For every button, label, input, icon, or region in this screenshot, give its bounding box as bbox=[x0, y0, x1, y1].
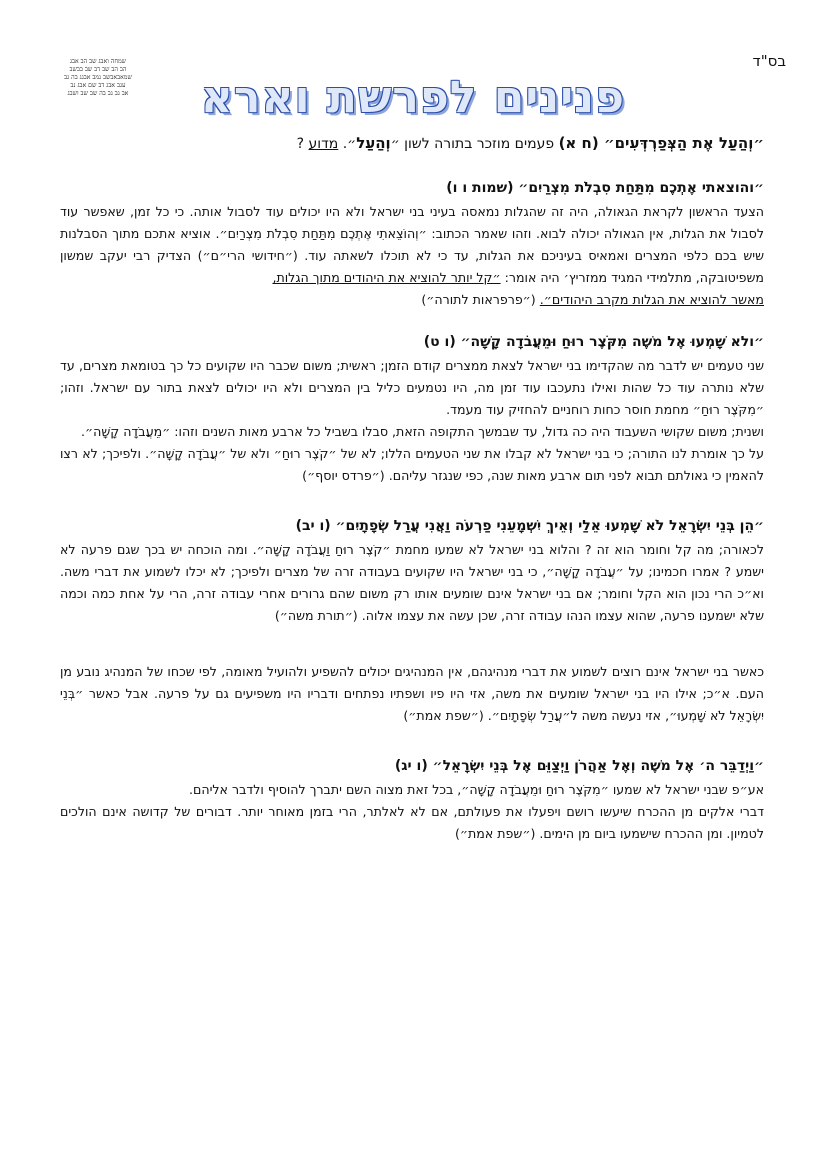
seal-line: אב גב גב בה שב שב ושבג bbox=[67, 90, 129, 97]
bsd-header: בס"ד bbox=[752, 52, 786, 70]
section-heading: ״הֵן בְּנֵי יִשְׂרָאֵל לֹא שָׁמְעוּ אֵלַי וְאֵיךְ יִשְׁמָעֵנִי פַרְעֹה וַאֲנִי עֲרַל שְׂפָתָיִם״ (ו יב) bbox=[295, 518, 764, 534]
section-paragraph: לכאורה; מה קל וחומר הוא זה ? והלוא בני ישראל לא שמעו מחמת ״קֹצֶר רוּחַ וַעֲבֹדָה קָשָׁה״. ומה הוכחה יש בכך שגם פרעה לא ישמע ? אמרו חכמינו; על ״עֲבֹדָה קָשָׁה״, כי בני ישראל היו שקועים בעבודה זרה של מצרים ולפיכך; לא יכלו לשמוע את דברי משה. וא״כ הרי נכון הוא הקל וחומר; אם בני ישראל אינם שומעים אותו רק משום שהם גרורים אחרי עבודה זרה, הרי על אחת כמה וכמה שלא ישמענו פרעה, שהוא עצמו הנהו עבודה זרה, שכן עשה את עצמו אלוה. (״תורת משה״) bbox=[60, 542, 764, 623]
document-body bbox=[60, 132, 764, 855]
intro-text-2: ״. bbox=[338, 136, 357, 152]
section-paragraph bbox=[60, 289, 764, 311]
seal-line: שמאבאבשב נמב אבגג בה גב bbox=[64, 74, 132, 81]
section-paragraph: על כך אומרת לנו התורה; כי בני ישראל לא קבלו את שני הטעמים הללו; לא של ״קֹצֶר רוּחַ״ ולא של ״עֲבֹדָה קָשָׁה״. ולפיכך; לא רצו להאמין כי גאולתם תבוא לפני תום ארבע מאות שנה, כפי שנגזר עליהם. (״פרדס יוסף״) bbox=[60, 446, 764, 483]
section-paragraph bbox=[60, 201, 764, 289]
intro-word: וְהַעַל bbox=[356, 134, 391, 152]
section-paragraph: כאשר בני ישראל אינם רוצים לשמוע את דברי מנהיגהם, אין המנהיגים יכולים להשפיע ולהועיל מאומה, לפי שכחו של המנהיג נובע מן העם. א״כ; אילו היו בני ישראל שומעים את משה, אזי היו פיו ושפתיו נפתחים ודבריו היו משפיעים גם על פרעה. אבל כאשר ״בְּנֵי יִשְׂרָאֵל לֹא שָׁמְעוּ״, אזי נעשה משה ל״עֲרַל שְׂפָתָיִם״. (״שפת אמת״) bbox=[60, 664, 764, 723]
section-4 bbox=[60, 755, 764, 845]
section-3 bbox=[60, 515, 764, 727]
source-citation: (״פרפראות לתורה״) bbox=[421, 292, 540, 307]
section-paragraph: ושנית; משום שקושי השעבוד היה כה גדול, עד שבמשך התקופה הזאת, סבלו בשביל כל ארבע מאות השנים וזהו: ״מֵעֲבֹדָה קָשָׁה״. bbox=[81, 424, 764, 439]
intro-qmark: ? bbox=[296, 136, 309, 152]
paragraph-text: הצעד הראשון לקראת הגאולה, היה זה שהגלות נמאסה בעיני בני ישראל ולא היו יכולים עוד לסבול אותה. כי כל זמן, שאפשר עוד לסבול את הגלות, אין הגאולה יכולה לבוא. וזהו שאמר הכתוב: ״וְהוֹצֵאתִי אֶתְכֶם מִתַּחַת סִבְלֹת מִצְרַיִם״. אוציא אתכם מתוך הסבלנות שיש בכם כלפי המצרים ואמאיס בעיניכם את הגלות, עד כי לא תוכלו לשאתה עוד. (״חידושי הרי״ם״) הצדיק רבי יעקב שמשון משפיטובקה, מתלמידי המגיד ממזריץ׳ היה אומר: bbox=[60, 204, 764, 285]
intro-quote: ״וְהַעַל אֶת הַצְּפַרְדְּעִים״ (ח א) bbox=[558, 134, 764, 152]
section-paragraph: שני טעמים יש לדבר מה שהקדימו בני ישראל לצאת ממצרים קודם הזמן; ראשית; משום שכבר היו שקועים כל כך בטומאת מצרים, עד שלא נותרה עוד כל שהות ואילו נתעכבו עוד זמן מה, היו נטמעים כליל בין המצרים ולא היו יכולים לצאת בתור עם ישראל. וזהו; ״מִקֹּצֶר רוּחַ״ מחמת חוסר כחות רוחניים להחזיק עוד מעמד. bbox=[60, 358, 764, 417]
intro-text: פעמים מוזכר בתורה לשון ״ bbox=[390, 136, 559, 152]
section-1 bbox=[60, 177, 764, 311]
page-title: פנינים לפרשת וארא bbox=[200, 72, 626, 123]
section-paragraph: דברי אלקים מן ההכרח שיעשו רושם ויפעלו את פעולתם, אם לא לאלתר, הרי בזמן מאוחר יותר. דבורים של קדושה אינם הולכים לטמיון. ומן ההכרח שישמעו ביום מן הימים. (״שפת אמת״) bbox=[60, 804, 764, 841]
seal-line: שמחה ואבג שב הב אבג bbox=[69, 58, 127, 65]
section-heading: ״וַיְדַבֵּר ה׳ אֶל משֶׁה וְאֶל אַהֲרֹן וַיְצַוֵּם אֶל בְּנֵי יִשְׂרָאֵל״ (ו יג) bbox=[394, 758, 764, 774]
section-heading: ״והוצאתי אֶתְכֶם מִתַּחַת סִבְלֹת מִצְרַיִם״ (שמות ו ו) bbox=[446, 180, 764, 196]
intro-madua: מדוע bbox=[308, 136, 339, 152]
seal-line: הב הב שב דב שב בבשב bbox=[69, 66, 127, 73]
quote-underlined: מאשר להוציא את הגלות מקרב היהודים״. bbox=[539, 292, 764, 307]
intro-question bbox=[60, 132, 764, 155]
section-2 bbox=[60, 331, 764, 487]
section-paragraph: אע״פ שבני ישראל לא שמעו ״מִקֹּצֶר רוּחַ וּמֵעֲבֹדָה קָשָׁה״, בכל זאת מצוה השם יתברך להוסיף ולדבר אליהם. bbox=[188, 782, 764, 797]
quote-underlined: ״קל יותר להוציא את היהודים מתוך הגלות, bbox=[272, 270, 501, 285]
section-heading: ״ולא שָׁמְעוּ אֶל משֶׁה מִקֹּצֶר רוּחַ וּמֵעֲבֹדָה קָשָׁה״ (ו ט) bbox=[423, 334, 764, 350]
seal-line: עגב אבג דב שם אבג נב bbox=[70, 82, 126, 89]
